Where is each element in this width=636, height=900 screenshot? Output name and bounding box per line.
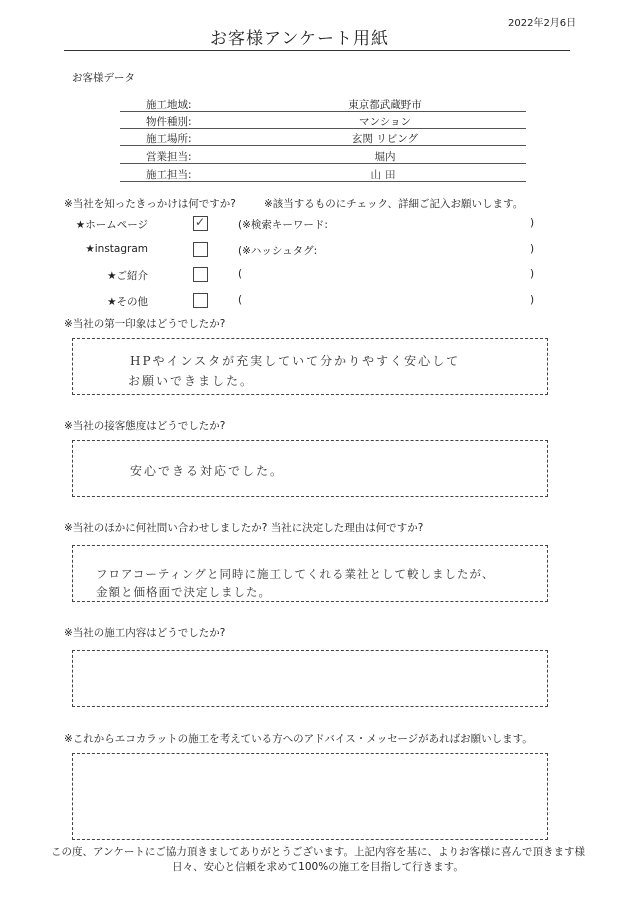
question-installation: ※当社の施工内容はどうでしたか? (64, 627, 226, 639)
row-label: 施工担当: (146, 169, 192, 181)
row-label: 施工地域: (146, 99, 192, 111)
customer-data-heading: お客様データ (72, 72, 135, 84)
question-first-impression: ※当社の第一印象はどうでしたか? (64, 318, 226, 330)
row-value: 東京都武蔵野市 (348, 99, 422, 111)
handwritten-answer: HPやインスタが充実していて分かりやすく安心して (130, 354, 461, 368)
question-customer-service: ※当社の接客態度はどうでしたか? (64, 420, 226, 432)
footer-message (20, 845, 616, 875)
row-label: 物件種別: (146, 116, 192, 128)
handwritten-answer: フロアコーティングと同時に施工してくれる業社として較しましたが、 (96, 567, 495, 581)
answer-box-advice[interactable] (72, 753, 548, 840)
customer-row-sales-rep (120, 147, 526, 164)
source-detail-close: ) (530, 217, 535, 229)
source-detail-close: ) (530, 268, 535, 280)
question-source: ※当社を知ったきっかけは何ですか? (64, 198, 236, 210)
source-detail: ( (238, 268, 243, 280)
survey-date: 2022年2月6日 (508, 18, 577, 29)
customer-row-area (120, 95, 526, 112)
handwritten-answer: 金額と価格面で決定しました。 (96, 585, 271, 599)
source-option-label: ★その他 (107, 296, 148, 308)
question-advice: ※これからエコカラットの施工を考えている方へのアドバイス・メッセージがあればお願いします。 (64, 733, 533, 745)
handwritten-answer: 安心できる対応でした。 (130, 464, 285, 478)
source-detail: ( (238, 294, 243, 306)
page-title: お客様アンケート用紙 (210, 29, 389, 49)
row-value: 玄関 リビング (351, 133, 419, 145)
source-instruction: ※該当するものにチェック、詳細ご記入お願いします。 (264, 198, 524, 210)
source-option-label: ★instagram (85, 243, 148, 255)
source-detail-close: ) (530, 243, 535, 255)
source-checkbox-instagram[interactable] (193, 242, 208, 257)
row-value: 堀内 (374, 151, 396, 163)
row-value-handwritten: 山田 (370, 169, 400, 181)
answer-box-installation[interactable] (72, 650, 548, 707)
source-checkbox-homepage[interactable] (193, 216, 208, 231)
source-detail: (※検索キーワード: (238, 219, 328, 231)
footer-line: 日々、安心と信頼を求めて100%の施工を目指して行きます。 (172, 861, 464, 873)
source-checkbox-referral[interactable] (193, 267, 208, 282)
customer-row-location (120, 129, 526, 146)
source-option-label: ★ご紹介 (107, 270, 148, 282)
handwritten-answer: お願いできました。 (128, 374, 255, 388)
customer-row-property-type (120, 112, 526, 129)
source-checkbox-other[interactable] (193, 293, 208, 308)
customer-row-installer (120, 165, 526, 182)
footer-line: この度、アンケートにご協力頂きましてありがとうございます。上記内容を基に、よりお客様に喜んで頂きます様 (50, 846, 586, 858)
row-label: 施工場所: (146, 133, 192, 145)
title-underline (64, 50, 570, 51)
check-mark-icon: ✓ (195, 215, 206, 229)
row-value: マンション (358, 116, 412, 128)
source-option-label: ★ホームページ (75, 219, 148, 231)
question-competitors: ※当社のほかに何社問い合わせしましたか? 当社に決定した理由は何ですか? (64, 522, 424, 534)
row-label: 営業担当: (146, 151, 192, 163)
source-detail: (※ハッシュタグ: (238, 245, 318, 257)
source-detail-close: ) (530, 294, 535, 306)
